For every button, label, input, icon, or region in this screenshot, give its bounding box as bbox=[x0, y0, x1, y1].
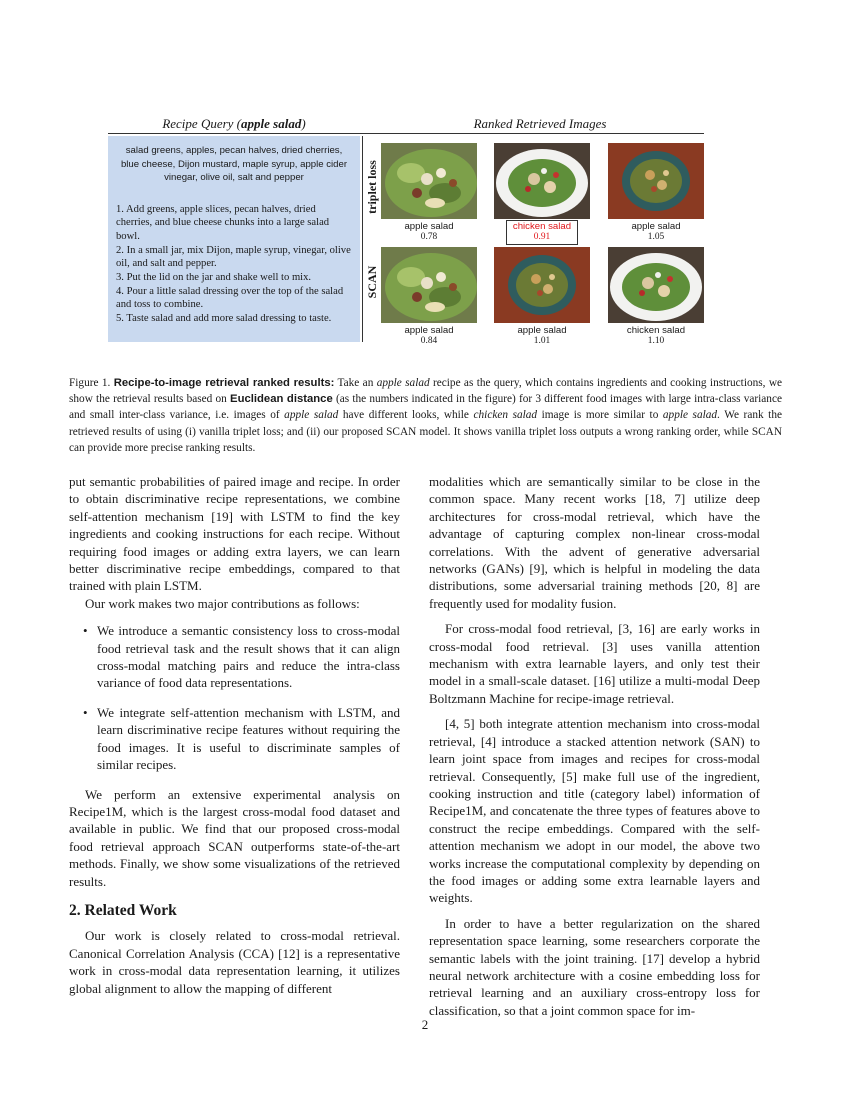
figure-divider-vertical bbox=[362, 136, 363, 342]
result-class-name: apple salad bbox=[631, 221, 681, 232]
instruction-step: 2. In a small jar, mix Dijon, maple syrup, vinegar, olive oil, and salt and pepper. bbox=[116, 244, 351, 270]
result-score: 1.05 bbox=[647, 232, 665, 242]
result-caption bbox=[374, 221, 484, 243]
instruction-step: 4. Pour a little salad dressing over the top of the salad and toss to combine. bbox=[116, 285, 344, 311]
row-label-scan: SCAN bbox=[365, 265, 379, 299]
result-score: 0.78 bbox=[420, 232, 438, 242]
recipe-ingredients: salad greens, apples, pecan halves, dried cherries, blue cheese, Dijon mustard, maple syrup, apple cider vinegar, olive oil, salt and pepper bbox=[120, 145, 348, 183]
paragraph: modalities which are semantically similar to be close in the common space. Many recent works [18, 7] utilize deep architectures for cross-modal retrieval, which have the advantage of capturing complex non-linear cross-modal correlations. With the advent of generative adversarial networks (GANs) [9], which is helpful in modeling the data distributions, some adversarial training methods [20, 8] are frequently used for modality fusion. bbox=[429, 474, 760, 611]
caption-label: Figure 1. bbox=[69, 377, 111, 389]
result-score: 0.84 bbox=[420, 336, 438, 346]
result-image-chicken-salad bbox=[608, 247, 704, 323]
wrong-result-box bbox=[506, 220, 578, 245]
figure-left-header: Recipe Query (apple salad) bbox=[162, 116, 306, 131]
section-heading: 2. Related Work bbox=[69, 901, 177, 919]
result-caption-wrong bbox=[487, 220, 597, 245]
instruction-step: 5. Taste salad and add more salad dressing to taste. bbox=[116, 313, 332, 325]
result-caption bbox=[601, 221, 711, 243]
result-score: 1.01 bbox=[533, 336, 551, 346]
result-image-apple-salad bbox=[494, 247, 590, 323]
left-column bbox=[69, 473, 400, 997]
result-score: 1.10 bbox=[647, 336, 665, 346]
paragraph: In order to have a better regularization on the shared representation space learning, some researchers corporate the semantic labels with the joint training. [17] develop a hybrid neural network architecture with a cosine embedding loss for retrieval learning and an auxiliary cross-entropy loss for classification, so that a joint common space for im- bbox=[429, 915, 760, 1018]
list-item: • We integrate self-attention mechanism with LSTM, and learn discriminative recipe features without requiring the food images. It is useful to discriminate samples of similar recipes. bbox=[69, 704, 400, 774]
figure-top-rule bbox=[108, 133, 704, 134]
paragraph: For cross-modal food retrieval, [3, 16] are early works in cross-modal food retrieval. [3] uses vanilla attention mechanism with extra learnable layers, and only test their model in a small-scale dataset. [16] utilize a multi-modal Deep Boltzmann Machine for recipe-image retrieval. bbox=[429, 621, 760, 706]
result-class-name: apple salad bbox=[404, 325, 454, 336]
right-column bbox=[429, 473, 760, 1019]
result-caption bbox=[374, 325, 484, 347]
row-label-triplet: triplet loss bbox=[365, 160, 379, 214]
result-caption bbox=[601, 325, 711, 347]
result-image-apple-salad bbox=[608, 143, 704, 219]
caption-bold-term: Euclidean distance bbox=[230, 393, 333, 406]
figure-caption: Figure 1. Recipe-to-image retrieval ranked results: Take an apple salad recipe as the query, which contains ingredients and cooking instructions, we show the retrieval results based on Euclidean distance (as the numbers indicated in the figure) for 3 different food images with large intra-class variance and small inter-class variance, i.e. images of apple salad have different looks, while chicken salad image is more similar to apple salad. We rank the retrieved results of using (i) vanilla triplet loss; and (ii) our proposed SCAN model. It shows vanilla triplet loss outputs a wrong ranking order, while SCAN can provide more precise ranking results. bbox=[69, 377, 782, 454]
result-caption bbox=[487, 325, 597, 347]
paragraph: Our work is closely related to cross-modal retrieval. Canonical Correlation Analysis (CCA) [12] is a representative work in cross-modal data representation learning, it utilizes global alignment to allow the mapping of different bbox=[69, 928, 400, 996]
result-class-name: chicken salad bbox=[512, 221, 572, 232]
result-class-name: apple salad bbox=[517, 325, 567, 336]
result-class-name: chicken salad bbox=[626, 325, 686, 336]
result-image-apple-salad bbox=[381, 143, 477, 219]
result-class-name: apple salad bbox=[404, 221, 454, 232]
paragraph: We perform an extensive experimental analysis on Recipe1M, which is the largest cross-modal food dataset and available in public. We find that our proposed cross-modal food retrieval approach SCAN outperforms state-of-the-art methods. Finally, we show some visualizations of the retrieved results. bbox=[69, 786, 400, 889]
contribution-list bbox=[69, 622, 400, 773]
paragraph: put semantic probabilities of paired image and recipe. In order to obtain discriminative recipe representations, we combine self-attention mechanism [19] with LSTM to find the key ingredients and cooking instructions for each recipe. Without requiring food images or adding extra layers, we can learn better discriminative recipe embeddings, compared to that trained with plain LSTM. bbox=[69, 474, 400, 594]
page-number: 2 bbox=[421, 1017, 429, 1032]
instruction-step: 1. Add greens, apple slices, pecan halves, dried cherries, and blue cheese chunks into a large salad bowl. bbox=[116, 203, 330, 242]
recipe-instructions bbox=[116, 203, 352, 326]
paragraph: Our work makes two major contributions as follows: bbox=[85, 595, 360, 611]
recipe-query-box bbox=[108, 136, 360, 342]
result-score: 0.91 bbox=[533, 232, 551, 242]
result-image-chicken-salad bbox=[494, 143, 590, 219]
instruction-step: 3. Put the lid on the jar and shake well to mix. bbox=[116, 272, 312, 284]
list-item: • We introduce a semantic consistency loss to cross-modal food retrieval task and the result shows that it can align cross-modal matching pairs and reduce the intra-class variance of food data representations. bbox=[69, 622, 400, 692]
figure-right-header: Ranked Retrieved Images bbox=[473, 116, 607, 131]
caption-title: Recipe-to-image retrieval ranked results: bbox=[113, 377, 335, 389]
result-image-apple-salad bbox=[381, 247, 477, 323]
paragraph: [4, 5] both integrate attention mechanism into cross-modal retrieval, [4] introduce a stacked attention network (SAN) to learn joint space from images and recipes for cross-modal retrieval. Consequently, [5] make full use of the ingredient, cooking instruction and title (category label) information of Recipe1M, and concatenate the three types of features above to construct the recipe embeddings. Compared with the self-attention mechanism we adopt in our model, the above two works increase the computational complexity by depending on the food images or adding some extra learnable layers and weights. bbox=[429, 716, 760, 906]
